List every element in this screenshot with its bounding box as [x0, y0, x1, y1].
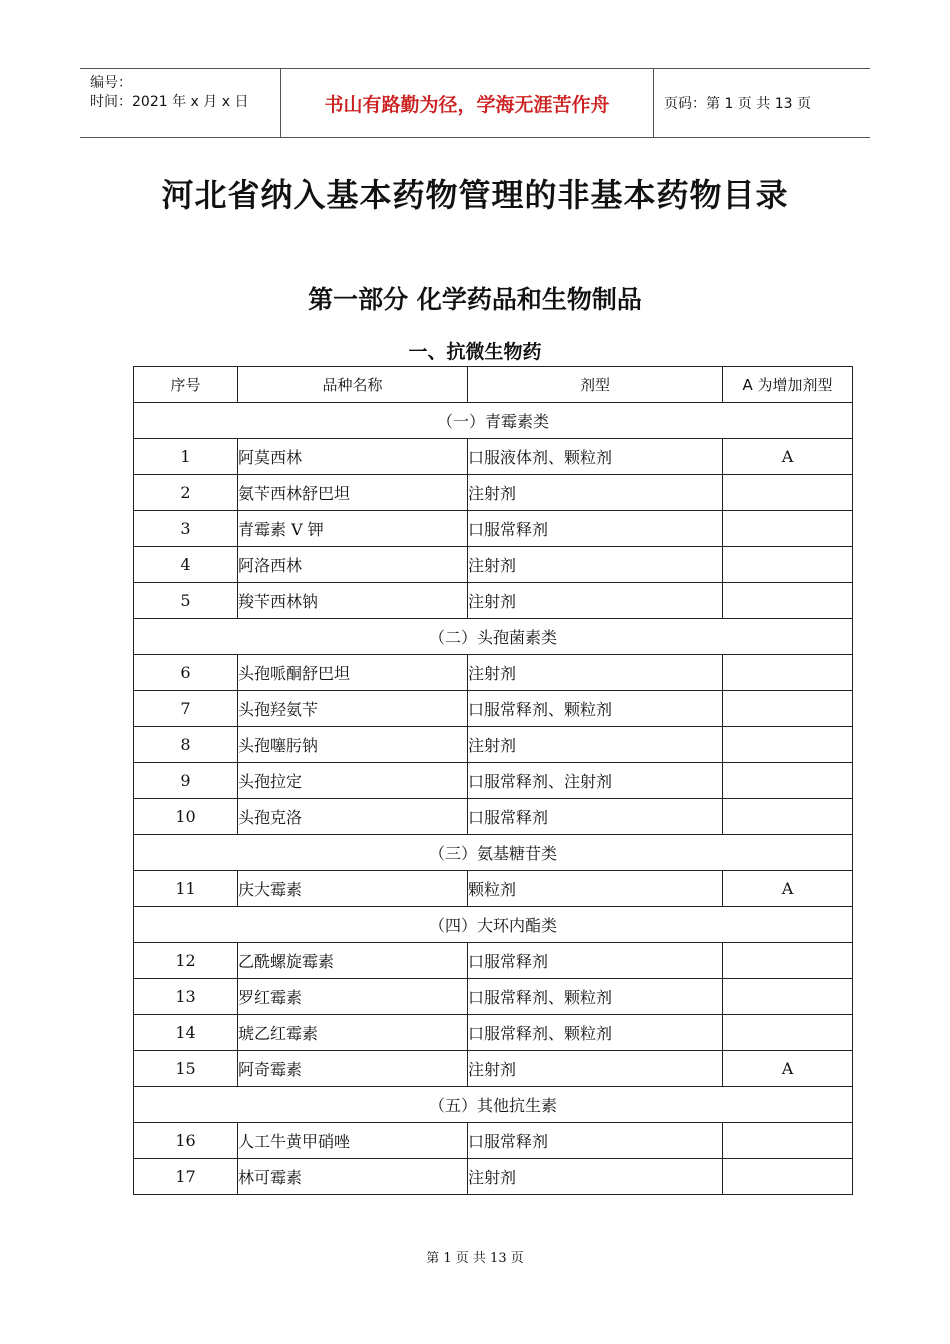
category-row [134, 1087, 853, 1123]
category-label: （二）头孢菌素类 [134, 619, 853, 655]
cell-drug-name: 乙酰螺旋霉素 [238, 943, 468, 979]
header-number-label: 编号： [90, 75, 132, 91]
cell-dosage-form: 注射剂 [468, 655, 723, 691]
cell-dosage-form: 注射剂 [468, 475, 723, 511]
document-title: 河北省纳入基本药物管理的非基本药物目录 [161, 176, 789, 214]
cell-number: 4 [134, 547, 238, 583]
cell-number: 1 [134, 439, 238, 475]
cell-drug-name: 林可霉素 [238, 1159, 468, 1195]
table-row [134, 655, 853, 691]
cell-added-form [723, 691, 853, 727]
cell-drug-name: 阿奇霉素 [238, 1051, 468, 1087]
table-row [134, 1159, 853, 1195]
header-motto: 书山有路勤为径，学海无涯苦作舟 [281, 69, 654, 137]
category-label: （五）其他抗生素 [134, 1087, 853, 1123]
cell-drug-name: 琥乙红霉素 [238, 1015, 468, 1051]
cell-drug-name: 氨苄西林舒巴坦 [238, 475, 468, 511]
drug-table [133, 366, 853, 1195]
cell-dosage-form: 口服常释剂、颗粒剂 [468, 691, 723, 727]
cell-added-form [723, 511, 853, 547]
table-row [134, 511, 853, 547]
cell-drug-name: 头孢羟氨苄 [238, 691, 468, 727]
cell-added-form [723, 979, 853, 1015]
column-header-form: 剂型 [468, 367, 723, 403]
table-row [134, 799, 853, 835]
table-row [134, 979, 853, 1015]
table-row [134, 1051, 853, 1087]
table-row [134, 439, 853, 475]
cell-dosage-form: 口服常释剂 [468, 799, 723, 835]
cell-dosage-form: 注射剂 [468, 547, 723, 583]
cell-number: 15 [134, 1051, 238, 1087]
table-row [134, 1015, 853, 1051]
page-footer: 第 1 页 共 13 页 [426, 1251, 524, 1266]
cell-drug-name: 羧苄西林钠 [238, 583, 468, 619]
table-row [134, 1123, 853, 1159]
table-row [134, 583, 853, 619]
cell-number: 5 [134, 583, 238, 619]
cell-added-form [723, 799, 853, 835]
cell-number: 9 [134, 763, 238, 799]
column-header-added-form: A 为增加剂型 [723, 367, 853, 403]
cell-number: 2 [134, 475, 238, 511]
category-row [134, 907, 853, 943]
cell-drug-name: 头孢克洛 [238, 799, 468, 835]
cell-drug-name: 头孢哌酮舒巴坦 [238, 655, 468, 691]
cell-dosage-form: 口服液体剂、颗粒剂 [468, 439, 723, 475]
cell-number: 3 [134, 511, 238, 547]
cell-dosage-form: 口服常释剂、颗粒剂 [468, 979, 723, 1015]
cell-drug-name: 人工牛黄甲硝唑 [238, 1123, 468, 1159]
category-label: （四）大环内酯类 [134, 907, 853, 943]
table-row [134, 763, 853, 799]
cell-number: 16 [134, 1123, 238, 1159]
category-row [134, 403, 853, 439]
cell-number: 7 [134, 691, 238, 727]
part-title: 第一部分 化学药品和生物制品 [308, 285, 642, 314]
cell-added-form [723, 475, 853, 511]
table-row [134, 547, 853, 583]
cell-drug-name: 阿莫西林 [238, 439, 468, 475]
table-row [134, 691, 853, 727]
cell-dosage-form: 注射剂 [468, 583, 723, 619]
cell-dosage-form: 口服常释剂 [468, 1123, 723, 1159]
cell-added-form: A [723, 439, 853, 475]
cell-number: 6 [134, 655, 238, 691]
cell-dosage-form: 注射剂 [468, 1159, 723, 1195]
cell-added-form [723, 763, 853, 799]
table-header-row [134, 367, 853, 403]
document-header [80, 68, 870, 138]
header-time-label: 时间：2021 年 x 月 x 日 [90, 94, 249, 110]
table-row [134, 943, 853, 979]
table-row [134, 727, 853, 763]
cell-number: 10 [134, 799, 238, 835]
category-row [134, 619, 853, 655]
cell-dosage-form: 口服常释剂、颗粒剂 [468, 1015, 723, 1051]
cell-number: 13 [134, 979, 238, 1015]
cell-drug-name: 阿洛西林 [238, 547, 468, 583]
drug-table-body [134, 403, 853, 1195]
cell-added-form [723, 583, 853, 619]
cell-drug-name: 青霉素 V 钾 [238, 511, 468, 547]
cell-added-form: A [723, 871, 853, 907]
column-header-name: 品种名称 [238, 367, 468, 403]
cell-added-form [723, 547, 853, 583]
cell-added-form [723, 943, 853, 979]
header-meta [80, 69, 281, 137]
cell-drug-name: 头孢拉定 [238, 763, 468, 799]
table-row [134, 475, 853, 511]
cell-dosage-form: 口服常释剂 [468, 511, 723, 547]
cell-added-form [723, 655, 853, 691]
section-title: 一、抗微生物药 [408, 341, 542, 363]
cell-dosage-form: 注射剂 [468, 1051, 723, 1087]
header-page-info: 页码：第 1 页 共 13 页 [664, 96, 811, 112]
cell-added-form: A [723, 1051, 853, 1087]
cell-dosage-form: 颗粒剂 [468, 871, 723, 907]
category-label: （一）青霉素类 [134, 403, 853, 439]
cell-number: 11 [134, 871, 238, 907]
cell-dosage-form: 口服常释剂、注射剂 [468, 763, 723, 799]
cell-number: 14 [134, 1015, 238, 1051]
cell-added-form [723, 1123, 853, 1159]
cell-number: 8 [134, 727, 238, 763]
column-header-number: 序号 [134, 367, 238, 403]
cell-dosage-form: 注射剂 [468, 727, 723, 763]
category-label: （三）氨基糖苷类 [134, 835, 853, 871]
cell-dosage-form: 口服常释剂 [468, 943, 723, 979]
cell-number: 12 [134, 943, 238, 979]
cell-added-form [723, 1159, 853, 1195]
cell-added-form [723, 1015, 853, 1051]
cell-drug-name: 庆大霉素 [238, 871, 468, 907]
category-row [134, 835, 853, 871]
cell-drug-name: 头孢噻肟钠 [238, 727, 468, 763]
cell-added-form [723, 727, 853, 763]
table-row [134, 871, 853, 907]
cell-drug-name: 罗红霉素 [238, 979, 468, 1015]
cell-number: 17 [134, 1159, 238, 1195]
